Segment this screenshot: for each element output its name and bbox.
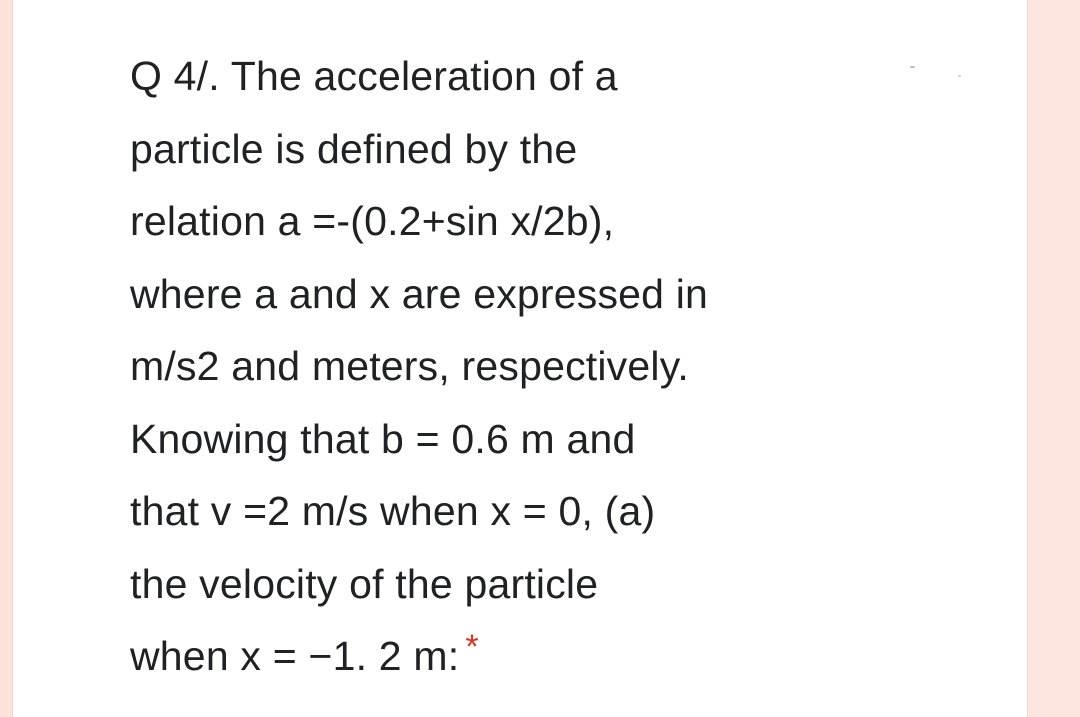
- question-line-6: Knowing that b = 0.6 m and: [130, 415, 636, 462]
- question-line-4: where a and x are expressed in: [130, 270, 709, 317]
- question-line-9: [130, 620, 890, 696]
- question-line-2: particle is defined by the: [130, 125, 578, 172]
- question-line-1: Q 4/. The acceleration of a: [130, 53, 618, 99]
- question-line-3: relation a =-(0.2+sin x/2b),: [130, 198, 615, 244]
- question-title: [130, 40, 890, 696]
- decorative-dash: [910, 66, 915, 68]
- right-page-margin: [1027, 0, 1080, 717]
- question-line-5: m/s2 and meters, respectively.: [130, 343, 689, 389]
- required-asterisk: *: [465, 628, 479, 666]
- left-page-margin: [0, 0, 13, 717]
- question-line-9-text: when x = −1. 2 m:: [130, 633, 460, 679]
- question-card: [13, 0, 1027, 717]
- question-line-8: the velocity of the particle: [130, 560, 599, 607]
- question-line-7: that v =2 m/s when x = 0, (a): [130, 488, 656, 534]
- decorative-dot: [958, 75, 961, 77]
